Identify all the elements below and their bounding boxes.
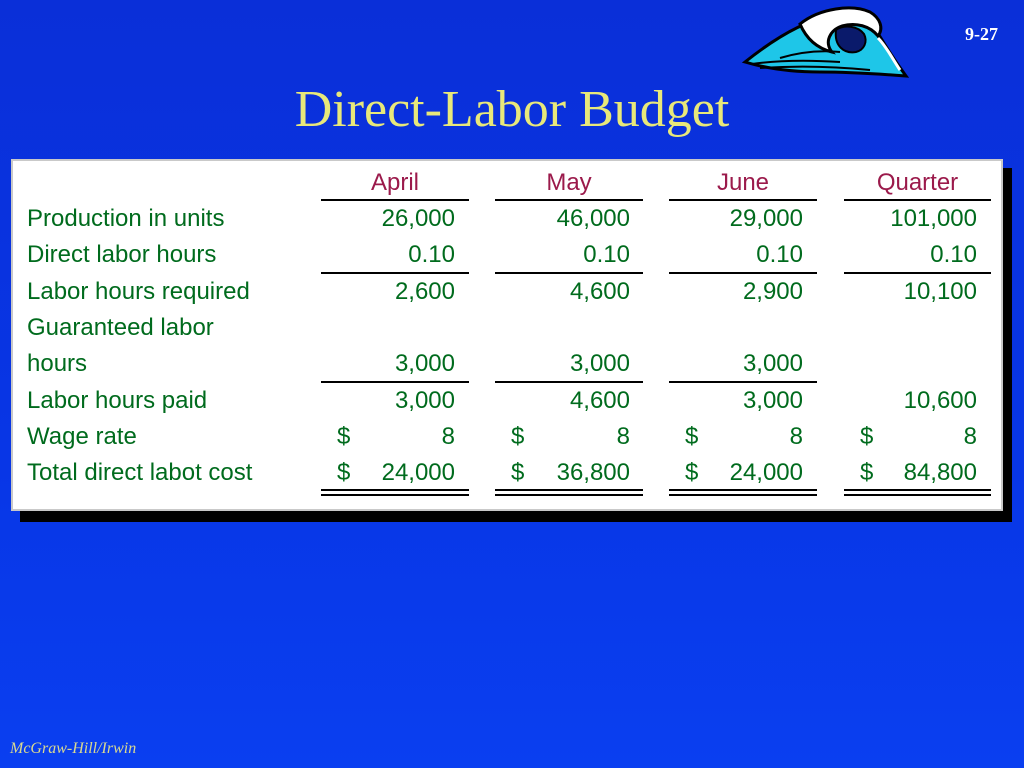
table-cell: 26,000	[381, 205, 455, 232]
total-underline	[669, 381, 817, 383]
table-cell: 3,000	[742, 350, 803, 378]
currency-symbol: $	[685, 459, 699, 487]
row-label: Total direct labot cost	[27, 459, 253, 487]
total-underline	[321, 381, 469, 383]
table-cell: 46,000	[556, 205, 630, 232]
row-label: Production in units	[27, 205, 225, 232]
row-label: Direct labor hours	[27, 241, 217, 269]
table-cell: 3,000	[569, 350, 630, 378]
total-underline	[495, 272, 643, 274]
page-title: Direct-Labor Budget	[294, 81, 730, 138]
table-cell: 36,800	[556, 459, 630, 487]
budget-panel	[11, 159, 1003, 511]
publisher-footer: McGraw-Hill/Irwin	[10, 740, 137, 757]
row-label: Guaranteed labor	[27, 313, 214, 341]
double-underline	[495, 494, 643, 496]
table-cell	[845, 346, 977, 382]
table-cell: 8	[616, 422, 630, 450]
total-underline	[495, 381, 643, 383]
budget-table	[13, 161, 1001, 509]
double-underline	[669, 494, 817, 496]
table-cell: 29,000	[729, 205, 803, 232]
column-header: June	[716, 169, 770, 196]
table-cell: 8	[963, 422, 977, 450]
double-underline	[669, 489, 817, 491]
total-underline	[321, 272, 469, 274]
table-cell: 2,600	[394, 277, 455, 305]
row-label: Wage rate	[27, 422, 137, 450]
table-cell: 8	[789, 422, 803, 450]
wave-icon	[740, 2, 910, 84]
row-label: Labor hours paid	[27, 386, 208, 414]
currency-symbol: $	[511, 459, 525, 487]
column-header: April	[370, 169, 419, 196]
currency-symbol: $	[337, 422, 351, 450]
double-underline	[844, 494, 991, 496]
currency-symbol: $	[860, 459, 874, 487]
table-cell: 24,000	[381, 459, 455, 487]
table-cell: 3,000	[394, 386, 455, 414]
table-cell	[845, 310, 977, 346]
table-cell: 0.10	[583, 241, 630, 269]
table-cell: 24,000	[729, 459, 803, 487]
table-cell: 3,000	[394, 350, 455, 378]
double-underline	[321, 489, 469, 491]
double-underline	[321, 494, 469, 496]
table-cell: 84,800	[903, 459, 977, 487]
total-underline	[669, 272, 817, 274]
table-cell: 0.10	[756, 241, 803, 269]
currency-symbol: $	[337, 459, 351, 487]
table-cell: 3,000	[742, 386, 803, 414]
table-cell: 8	[441, 422, 455, 450]
table-cell	[497, 310, 630, 346]
table-cell: 10,100	[903, 277, 977, 305]
table-cell: 4,600	[569, 277, 630, 305]
table-cell: 101,000	[890, 205, 977, 232]
slide-number: 9-27	[965, 24, 998, 44]
table-cell	[671, 310, 803, 346]
column-header: Quarter	[876, 169, 959, 196]
column-header: May	[546, 169, 592, 196]
total-underline	[844, 272, 991, 274]
row-label: hours	[27, 350, 88, 378]
table-cell: 10,600	[903, 386, 977, 414]
currency-symbol: $	[860, 422, 874, 450]
table-cell	[321, 310, 455, 346]
double-underline	[844, 489, 991, 491]
table-cell: 0.10	[408, 241, 455, 269]
currency-symbol: $	[685, 422, 699, 450]
currency-symbol: $	[511, 422, 525, 450]
table-cell: 2,900	[742, 277, 803, 305]
row-label: Labor hours required	[27, 277, 250, 305]
table-cell: 0.10	[930, 241, 977, 269]
double-underline	[495, 489, 643, 491]
table-cell: 4,600	[569, 386, 630, 414]
